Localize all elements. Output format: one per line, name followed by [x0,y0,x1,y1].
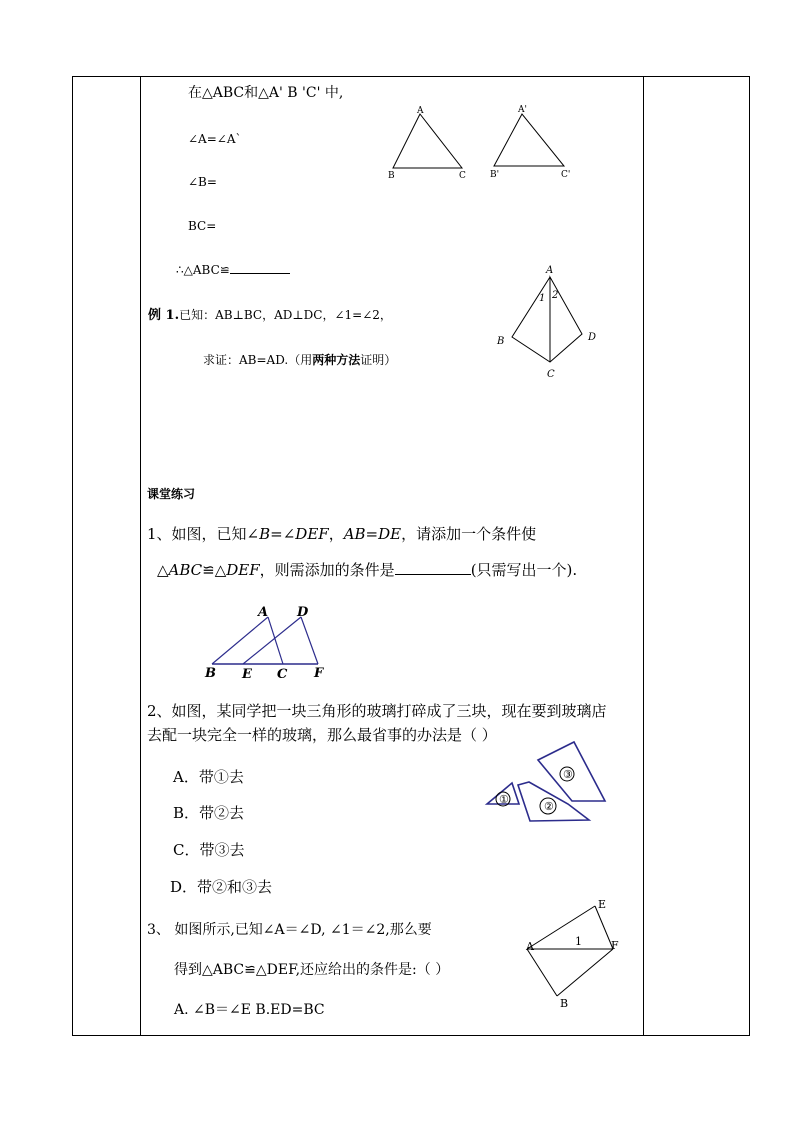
angle-b-line: ∠B= [188,175,217,189]
q1-line1: 1、如图，已知∠B=∠DEF，AB=DE，请添加一个条件使 [147,525,537,543]
kite-label-2: 2 [552,290,559,301]
label-a: A [417,106,424,116]
kite-label-b: B [497,336,505,347]
kite-label-c: C [547,369,555,380]
label-c: C [459,171,466,181]
practice-heading: 课堂练习 [147,487,196,501]
q1-line2: △ABC≌△DEF，则需添加的条件是 (只需写出一个). [157,561,578,579]
shard-1-label: ① [499,793,509,806]
q2-option-d: D．带②和③去 [170,878,273,896]
q3-line2: 得到△ABC≌△DEF,还应给出的条件是:（ ） [174,962,450,978]
q1-label-b: B [205,666,216,681]
example1-given: 例 1.已知：AB⊥BC，AD⊥DC，∠1=∠2， [148,308,392,323]
shard-3-label: ③ [563,768,573,781]
q1-label-f: F [314,666,324,681]
intro-line: 在△ABC和△A' B 'C' 中, [188,85,344,101]
q1-label-e: E [242,667,252,682]
q3-label-f: F [611,939,619,952]
bc-line: BC= [188,219,217,233]
conclusion-line: ∴△ABC≌ [176,264,290,276]
kite-label-1: 1 [539,293,546,304]
example1-prove: 求证：AB=AD.（用两种方法证明） [203,353,397,367]
q3-line3: A. ∠B＝∠E B.ED=BC [174,1002,325,1018]
label-b-prime: B' [490,170,500,180]
label-b: B [388,171,395,181]
q1-label-d: D [297,605,309,620]
q2-option-c: C．带③去 [173,841,245,859]
q3-line1: 3、 如图所示,已知∠A＝∠D, ∠1＝∠2,那么要 [147,922,432,938]
q1-label-a: A [258,605,269,620]
q2-option-a: A．带①去 [173,768,244,786]
label-c-prime: C' [561,170,571,180]
q3-label-b: B [560,997,569,1010]
kite-label-d: D [588,332,597,343]
q3-label-a: A [526,940,534,953]
q3-label-e: E [598,898,607,911]
shard-2-label: ② [544,800,554,813]
angle-a-line: ∠A=∠A` [188,132,242,146]
q1-label-c: C [277,667,288,682]
q2-line2: 去配一块完全一样的玻璃，那么最省事的办法是（ ） [147,726,497,744]
q3-label-1: 1 [575,935,582,948]
label-a-prime: A' [518,105,527,115]
q2-option-b: B．带②去 [173,804,245,822]
kite-label-a: A [546,265,554,276]
q2-line1: 2、如图，某同学把一块三角形的玻璃打碎成了三块，现在要到玻璃店 [147,702,607,720]
